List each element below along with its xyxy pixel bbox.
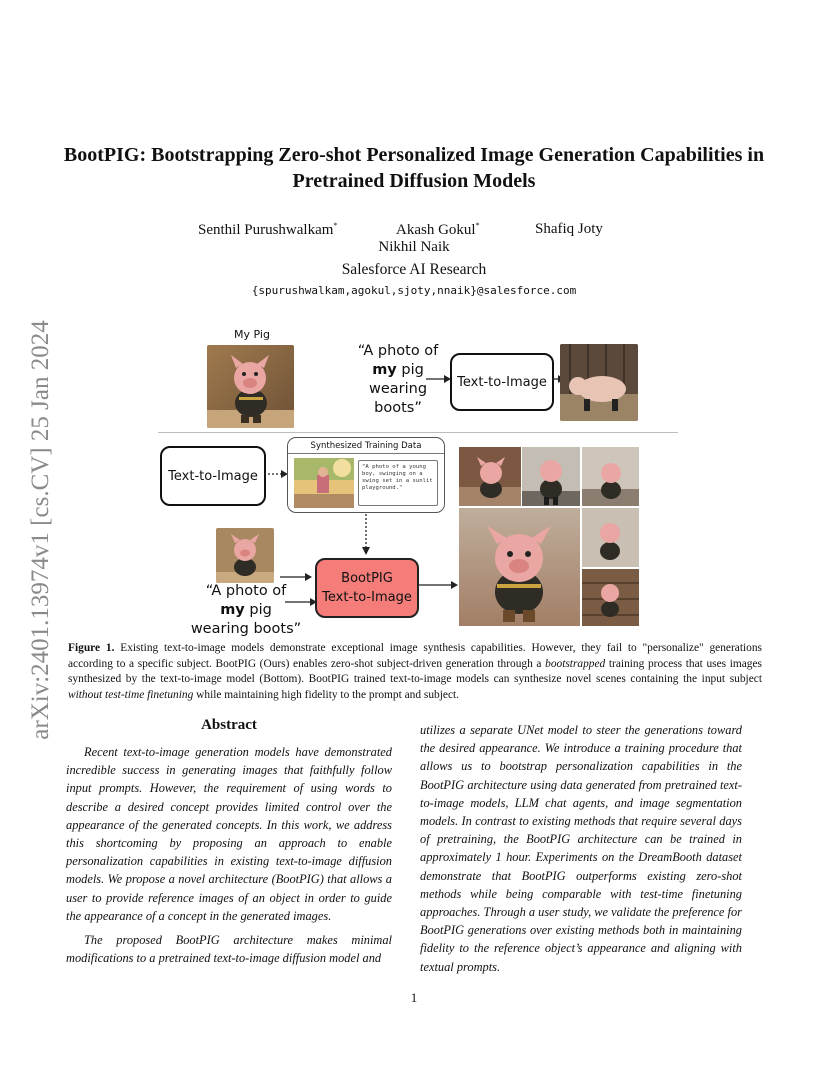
prompt-top: “A photo of my pig wearing boots” (357, 343, 439, 416)
prompt-bottom: “A photo of my pig wearing boots” (190, 583, 302, 637)
output-image-1 (459, 447, 521, 506)
abstract-paragraph-2: The proposed BootPIG architecture makes minimal modifications to a pretrained text-to-image diffusion model and (66, 933, 392, 966)
synthesized-image (294, 458, 354, 508)
synthesized-caption: "A photo of a young boy, swinging on a swing set in a sunlit playground." (358, 460, 438, 506)
author-1: Senthil Purushwalkam* (198, 221, 338, 238)
arrow-tti-to-synth (262, 468, 290, 480)
output-image-3 (582, 447, 639, 506)
output-image-4 (582, 508, 639, 567)
output-image-2 (522, 447, 580, 506)
abstract-heading: Abstract (201, 717, 257, 733)
reference-pig-small-image (216, 528, 274, 583)
synthesized-data-box (287, 437, 445, 513)
author-2: Akash Gokul* (396, 221, 480, 238)
tti-top-box: Text-to-Image (450, 353, 554, 411)
paper-title: BootPIG: Bootstrapping Zero-shot Personalized Image Generation Capabilities in Pretrained Diffusion Models (63, 144, 765, 192)
tti-left-box: Text-to-Image (160, 446, 266, 506)
synthesized-data-label: Synthesized Training Data (288, 441, 444, 454)
figure-divider (158, 432, 678, 433)
author-4: Nikhil Naik (378, 239, 450, 255)
output-image-large (459, 508, 580, 626)
abstract-right-column (420, 721, 742, 976)
baseline-output-image (560, 344, 638, 421)
bootpig-label-1: BootPIG (341, 571, 393, 586)
arrow-synth-to-bootpig (360, 512, 372, 557)
arrow-bootpig-to-output (416, 578, 460, 592)
figure-1 (0, 320, 828, 640)
affiliation: Salesforce AI Research (341, 261, 487, 278)
abstract-paragraph-1: Recent text-to-image generation models have demonstrated incredible success in generating images that faithfully follow input prompts. However, the requirement of using words to describe a desired concept provides limited control over the appearance of the generated concepts. In this work, we address this shortcoming by proposing an approach to enable personalization capabilities in existing text-to-image diffusion models. We propose a novel architecture (BootPIG) that allows a user to provide reference images of an object in order to guide the appearance of a concept in the generated images. (66, 745, 392, 923)
output-image-5 (582, 569, 639, 626)
abstract-left-column (66, 743, 392, 967)
author-emails: {spurushwalkam,agokul,sjoty,nnaik}@salesforce.com (251, 284, 577, 297)
bootpig-box (315, 558, 419, 618)
abstract-paragraph-continued: utilizes a separate UNet model to steer the generations toward the desired appearance. We introduce a training procedure that allows us to bootstrap personalization capabilities in the BootPIG architecture using data generated from pretrained text-to-image models, LLM chat agents, and image segmentation models. In contrast to existing methods that require several days of pretraining, the BootPIG architecture can be trained in approximately 1 hour. Experiments on the DreamBooth dataset demonstrate that BootPIG outperforms existing zero-shot methods while being comparable with test-time finetuning approaches. Through a user study, we validate the preference for BootPIG generations over existing methods both in maintaining fidelity to the reference object’s appearance and aligning with textual prompts. (420, 723, 742, 974)
page-number: 1 (410, 990, 418, 1005)
figure-caption: Figure 1. Existing text-to-image models demonstrate exceptional image synthesis capabilities. However, they fail to "personalize" generations according to a specific subject. BootPIG (Ours) enables zero-shot subject-driven generation through a bootstrapped training process that uses images synthesized by the text-to-image model (Bottom). BootPIG trained text-to-image models can synthesize novel scenes containing the input subject without test-time finetuning while maintaining high fidelity to the prompt and subject. (68, 642, 762, 701)
my-pig-label: My Pig (234, 328, 270, 341)
author-3: Shafiq Joty (535, 221, 603, 237)
bootpig-label-2: Text-to-Image (322, 590, 412, 605)
reference-pig-image (207, 345, 294, 428)
arxiv-stamp: arXiv:2401.13974v1 [cs.CV] 25 Jan 2024 (27, 320, 54, 740)
arrow-prompt-to-bootpig (283, 595, 319, 609)
